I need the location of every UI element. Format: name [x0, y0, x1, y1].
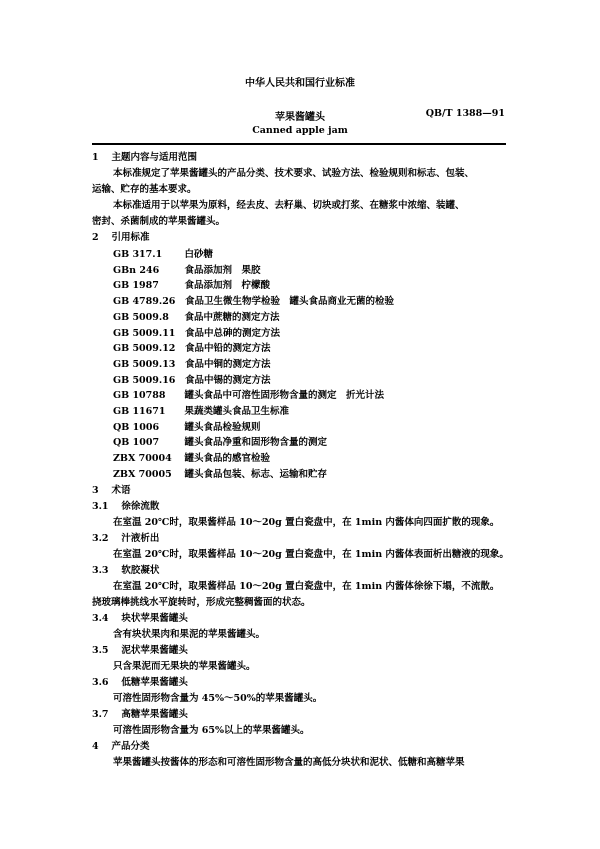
reference-code: ZBX 70005: [113, 468, 172, 480]
reference-name: 罐头食品检验规则: [184, 421, 261, 433]
term-definition: 在室温 20℃时，取果酱样品 10～20g 置白瓷盘中，在 1min 内酱体向四面扩散的现象。: [113, 517, 500, 528]
reference-name: 食品中锡的测定方法: [184, 374, 271, 386]
term-title: 块状苹果酱罐头: [121, 613, 188, 624]
standard-code: QB/T 1388—91: [425, 108, 505, 119]
term-number: 3.6: [92, 677, 109, 688]
section-number: 3: [92, 485, 99, 496]
term-definition: 在室温 20℃时，取果酱样品 10～20g 置白瓷盘中，在 1min 内酱体表面析出糖液的现象。: [113, 549, 509, 560]
reference-item: [113, 249, 213, 261]
reference-code: GBn 246: [113, 264, 160, 276]
reference-item: [113, 265, 261, 277]
term-title: 泥状苹果酱罐头: [121, 645, 188, 656]
reference-item: [113, 359, 270, 371]
reference-name: 食品添加剂 果胶: [184, 264, 261, 276]
reference-code: GB 4789.26: [113, 296, 176, 308]
section-number: 4: [92, 741, 99, 752]
term-title: 徐徐流散: [121, 501, 160, 512]
reference-item: [113, 312, 280, 324]
standard-title: 苹果酱罐头: [275, 112, 325, 123]
term-title: 汁液析出: [121, 533, 160, 544]
paragraph-line: 苹果酱罐头按酱体的形态和可溶性固形物含量的高低分块状和泥状、低糖和高糖苹果: [113, 757, 465, 768]
reference-item: [113, 375, 270, 387]
section-title: 引用标准: [111, 232, 150, 243]
term-definition: 只含果泥而无果块的苹果酱罐头。: [113, 661, 256, 672]
term-3-4-heading: [92, 613, 188, 625]
reference-name: 罐头食品的感官检验: [184, 453, 271, 465]
reference-code: GB 5009.11: [113, 327, 176, 339]
standard-english-title: Canned apple jam: [252, 125, 348, 136]
reference-name: 食品中铅的测定方法: [184, 343, 271, 355]
term-definition: 在室温 20℃时，取果酱样品 10～20g 置白瓷盘中，在 1min 内酱体徐徐下塌，不流散。: [113, 581, 500, 592]
reference-item: [113, 390, 384, 402]
term-definition: 可溶性固形物含量为 65%以上的苹果酱罐头。: [113, 725, 310, 736]
reference-item: [113, 280, 270, 292]
term-number: 3.2: [92, 533, 109, 544]
org-title: 中华人民共和国行业标准: [245, 78, 355, 89]
term-3-1-heading: [92, 501, 159, 513]
reference-code: GB 317.1: [113, 249, 163, 260]
reference-name: 食品中蔗糖的测定方法: [184, 311, 280, 323]
paragraph-line: 密封、杀菌制成的苹果酱罐头。: [92, 216, 226, 227]
reference-name: 食品中铜的测定方法: [184, 358, 271, 370]
term-number: 3.5: [92, 645, 109, 656]
term-title: 高糖苹果酱罐头: [121, 709, 188, 720]
section-title: 主题内容与适用范围: [111, 152, 197, 163]
reference-code: QB 1007: [113, 437, 160, 449]
section-number: 1: [92, 152, 99, 163]
term-3-7-heading: [92, 709, 188, 721]
section-number: 2: [92, 232, 99, 243]
reference-name: 罐头食品包装、标志、运输和贮存: [184, 468, 328, 480]
reference-name: 果蔬类罐头食品卫生标准: [184, 406, 290, 417]
reference-item: [113, 296, 394, 308]
term-title: 低糖苹果酱罐头: [121, 677, 188, 688]
reference-code: GB 5009.16: [113, 374, 176, 386]
section-title: 产品分类: [111, 741, 150, 752]
reference-code: GB 5009.13: [113, 358, 176, 370]
section-4-heading: [92, 741, 149, 753]
paragraph-line: 本标准适用于以苹果为原料，经去皮、去籽巢、切块或打浆、在糖浆中浓缩、装罐、: [113, 200, 465, 211]
term-3-3-heading: [92, 565, 159, 577]
term-3-5-heading: [92, 645, 188, 657]
term-3-2-heading: [92, 533, 159, 545]
reference-item: [113, 437, 327, 449]
reference-name: 罐头食品净重和固形物含量的测定: [184, 437, 328, 449]
reference-code: ZBX 70004: [113, 453, 172, 465]
reference-item: [113, 328, 280, 340]
reference-item: [113, 469, 327, 481]
section-2-heading: [92, 232, 149, 244]
term-number: 3.3: [92, 565, 109, 576]
reference-name: 罐头食品中可溶性固形物含量的测定 折光计法: [184, 390, 385, 402]
reference-code: GB 11671: [113, 406, 166, 417]
section-title: 术语: [111, 485, 131, 496]
term-definition: 含有块状果肉和果泥的苹果酱罐头。: [113, 629, 266, 640]
reference-code: QB 1006: [113, 421, 160, 433]
reference-name: 白砂糖: [184, 249, 214, 260]
term-3-6-heading: [92, 677, 188, 689]
term-title: 软胶凝状: [121, 565, 160, 576]
section-3-heading: [92, 485, 130, 497]
reference-item: [113, 422, 261, 434]
reference-code: GB 5009.8: [113, 311, 169, 323]
term-definition: 可溶性固形物含量为 45%～50%的苹果酱罐头。: [113, 693, 323, 704]
section-1-heading: [92, 152, 197, 164]
reference-code: GB 1987: [113, 280, 159, 292]
paragraph-line: 运输、贮存的基本要求。: [92, 184, 197, 195]
term-number: 3.7: [92, 709, 109, 720]
term-number: 3.1: [92, 501, 109, 512]
term-definition: 挠玻璃棒挑线水平旋转时，形成完整稠酱面的状态。: [92, 597, 311, 608]
reference-code: GB 10788: [113, 390, 166, 402]
reference-name: 食品卫生微生物学检验 罐头食品商业无菌的检验: [184, 296, 394, 308]
header-divider: [92, 143, 506, 145]
reference-item: [113, 406, 289, 418]
reference-name: 食品中总砷的测定方法: [184, 327, 280, 339]
reference-item: [113, 343, 270, 355]
reference-name: 食品添加剂 柠檬酸: [184, 280, 271, 292]
reference-code: GB 5009.12: [113, 343, 176, 355]
term-number: 3.4: [92, 613, 109, 624]
paragraph-line: 本标准规定了苹果酱罐头的产品分类、技术要求、试验方法、检验规则和标志、包装、: [113, 168, 475, 179]
reference-item: [113, 453, 270, 465]
